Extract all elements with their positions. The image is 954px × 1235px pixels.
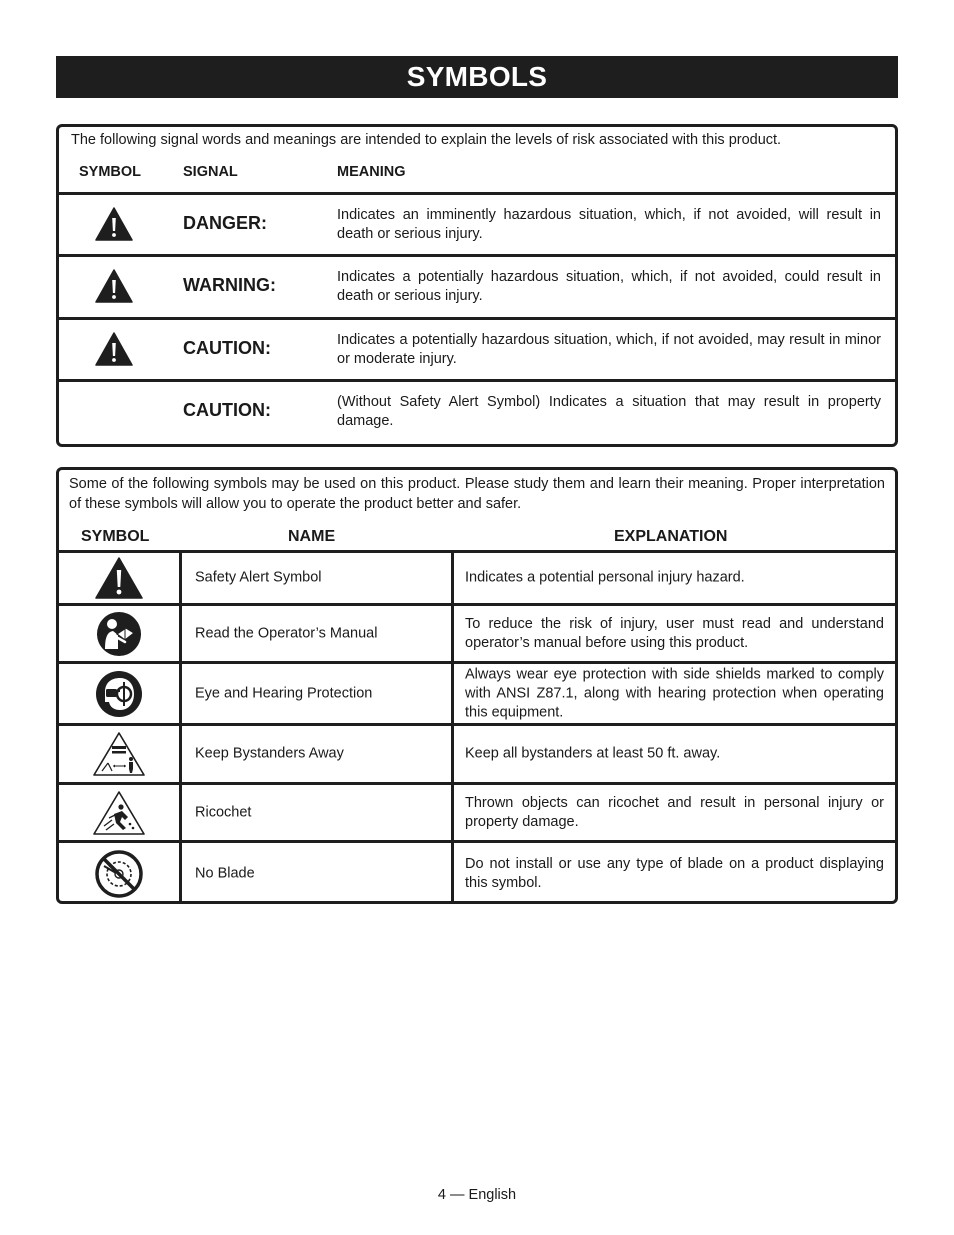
symbol-explanation: Thrown objects can ricochet and result in personal injury or property damage. [465,794,884,830]
signal-row-warning [59,254,895,314]
signal-meaning: (Without Safety Alert Symbol) Indicates a situation that may result in property damage. [337,394,881,429]
signal-table-intro: The following signal words and meanings are intended to explain the levels of risk associated with this product. [71,132,782,148]
symbol-cell [59,664,182,723]
ricochet-icon [92,790,146,836]
header-name: NAME [288,528,336,545]
table-row [59,550,895,603]
symbol-cell [59,785,182,840]
signal-meaning: Indicates a potentially hazardous situation, which, if not avoided, may result in minor or moderate injury. [337,332,881,367]
safety-alert-triangle-icon [95,557,143,599]
table-row [59,723,895,782]
symbol-explanation: Keep all bystanders at least 50 ft. away. [465,745,721,762]
no-blade-icon [94,849,144,899]
header-symbol: SYMBOL [79,164,142,180]
signal-row-danger [59,192,895,252]
symbol-explanation: To reduce the risk of injury, user must read and understand operator’s manual before using this product. [465,615,884,651]
safety-alert-triangle-icon [95,269,133,303]
name-cell [182,664,454,723]
explanation-cell [454,553,895,603]
safety-alert-triangle-icon [95,332,133,366]
name-cell [182,843,454,904]
symbol-name: No Blade [195,865,255,881]
table-row [59,661,895,723]
page-footer: 4 — English [437,1187,517,1203]
explanation-cell [454,843,895,904]
signal-words-table [56,124,898,447]
signal-meaning: Indicates a potentially hazardous situation, which, if not avoided, could result in death or serious injury. [337,269,881,304]
symbols-table [56,467,898,904]
header-meaning: MEANING [337,164,406,180]
symbol-cell [59,606,182,661]
explanation-cell [454,606,895,661]
symbol-name: Ricochet [195,804,252,820]
eye-hearing-protection-icon [95,670,143,718]
name-cell [182,553,454,603]
symbol-name: Keep Bystanders Away [195,745,344,762]
symbol-table-intro: Some of the following symbols may be used on this product. Please study them and learn their meaning. Proper interpretation of these symbols will allow you to operate the product better and safer. [69,476,885,512]
symbol-explanation: Indicates a potential personal injury hazard. [465,569,745,586]
name-cell [182,785,454,840]
name-cell [182,726,454,782]
signal-row-caution [59,317,895,377]
symbol-explanation: Do not install or use any type of blade on a product displaying this symbol. [465,855,884,891]
signal-word: DANGER: [183,213,267,233]
table-row [59,782,895,840]
safety-alert-triangle-icon [95,207,133,241]
table-row [59,840,895,904]
explanation-cell [454,664,895,723]
signal-word: CAUTION: [183,338,271,358]
header-explanation: EXPLANATION [614,528,728,545]
symbol-name: Eye and Hearing Protection [195,685,373,701]
symbol-explanation: Always wear eye protection with side shields marked to comply with ANSI Z87.1, along with hearing protection when operating this equipment. [465,666,884,720]
keep-bystanders-away-icon [92,731,146,777]
signal-word: WARNING: [183,275,276,295]
symbol-cell [59,726,182,782]
symbol-name: Read the Operator’s Manual [195,625,378,641]
header-signal: SIGNAL [183,164,238,180]
header-symbol: SYMBOL [81,528,150,545]
symbol-name: Safety Alert Symbol [195,569,322,586]
read-manual-icon [96,611,142,657]
explanation-cell [454,785,895,840]
explanation-cell [454,726,895,782]
signal-row-caution-property [59,379,895,447]
symbol-cell [59,843,182,904]
name-cell [182,606,454,661]
table-row [59,603,895,661]
signal-word: CAUTION: [183,400,271,420]
signal-meaning: Indicates an imminently hazardous situation, which, if not avoided, will result in death or serious injury. [337,207,881,242]
symbol-cell [59,553,182,603]
page-title: SYMBOLS [56,56,898,98]
